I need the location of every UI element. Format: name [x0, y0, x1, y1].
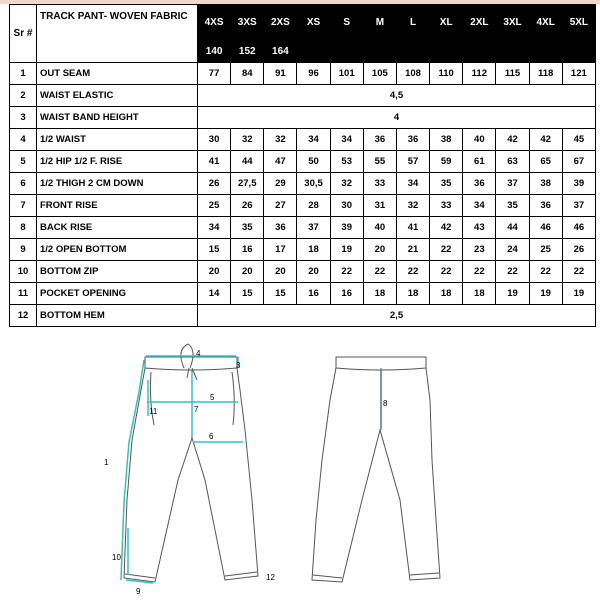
measurement-value: 16 — [297, 283, 330, 305]
row-number: 12 — [10, 305, 37, 327]
measurement-value: 38 — [529, 173, 562, 195]
callout-10: 10 — [112, 553, 121, 562]
alt-size-header — [562, 40, 595, 63]
row-number: 6 — [10, 173, 37, 195]
measurement-value: 34 — [330, 129, 363, 151]
measurement-value: 47 — [264, 151, 297, 173]
alt-size-header — [496, 40, 529, 63]
measurement-value: 36 — [363, 129, 396, 151]
measurement-value: 46 — [562, 217, 595, 239]
measurement-value: 15 — [264, 283, 297, 305]
measurement-value: 35 — [430, 173, 463, 195]
measurement-name: 1/2 OPEN BOTTOM — [37, 239, 198, 261]
measurement-value-all-sizes: 2,5 — [198, 305, 596, 327]
measurement-value: 22 — [496, 261, 529, 283]
measurement-value: 17 — [264, 239, 297, 261]
measurement-value: 28 — [297, 195, 330, 217]
measurement-value: 40 — [463, 129, 496, 151]
alt-size-header — [396, 40, 429, 63]
size-header: L — [396, 5, 429, 40]
measurement-value: 22 — [430, 261, 463, 283]
alt-size-header — [430, 40, 463, 63]
measurement-name: POCKET OPENING — [37, 283, 198, 305]
measurement-value: 18 — [396, 283, 429, 305]
measure-lines — [121, 356, 381, 583]
size-header: 4XL — [529, 5, 562, 40]
size-header: M — [363, 5, 396, 40]
measurement-name: OUT SEAM — [37, 63, 198, 85]
measurement-name: 1/2 THIGH 2 CM DOWN — [37, 173, 198, 195]
measurement-value: 108 — [396, 63, 429, 85]
measurement-value: 32 — [396, 195, 429, 217]
row-number: 4 — [10, 129, 37, 151]
measurement-value: 37 — [562, 195, 595, 217]
table-row — [10, 239, 596, 261]
row-number: 5 — [10, 151, 37, 173]
measurement-value-all-sizes: 4 — [198, 107, 596, 129]
measurement-value: 22 — [562, 261, 595, 283]
front-pocket-right — [232, 372, 234, 425]
measurement-value: 35 — [231, 217, 264, 239]
alt-size-header: 140 — [198, 40, 231, 63]
measurement-value: 24 — [496, 239, 529, 261]
table-row — [10, 283, 596, 305]
measurement-value: 31 — [363, 195, 396, 217]
measurement-value: 18 — [430, 283, 463, 305]
measurement-value: 35 — [496, 195, 529, 217]
measurement-value: 42 — [496, 129, 529, 151]
row-number: 8 — [10, 217, 37, 239]
measurement-value: 23 — [463, 239, 496, 261]
measurement-value: 20 — [297, 261, 330, 283]
measurement-value: 21 — [396, 239, 429, 261]
measurement-value: 26 — [562, 239, 595, 261]
row-number: 11 — [10, 283, 37, 305]
row-number: 3 — [10, 107, 37, 129]
measurement-value: 44 — [231, 151, 264, 173]
measurement-value: 20 — [264, 261, 297, 283]
alt-size-header — [529, 40, 562, 63]
measurement-value: 22 — [463, 261, 496, 283]
measurement-value: 41 — [198, 151, 231, 173]
callout-1: 1 — [104, 458, 109, 467]
table-row — [10, 129, 596, 151]
measurement-value: 36 — [463, 173, 496, 195]
front-hem-left — [125, 574, 155, 578]
front-pocket-left — [150, 372, 154, 425]
measurement-value: 20 — [363, 239, 396, 261]
measurement-value: 46 — [529, 217, 562, 239]
measurement-value: 15 — [198, 239, 231, 261]
measurement-value: 34 — [297, 129, 330, 151]
measurement-value: 33 — [363, 173, 396, 195]
front-pant-outline — [124, 368, 258, 582]
measurement-name: BACK RISE — [37, 217, 198, 239]
measurement-name: 1/2 WAIST — [37, 129, 198, 151]
measurement-value: 19 — [562, 283, 595, 305]
callout-8: 8 — [383, 399, 388, 408]
table-row — [10, 173, 596, 195]
measurement-value: 14 — [198, 283, 231, 305]
size-header: S — [330, 5, 363, 40]
measurement-value: 30,5 — [297, 173, 330, 195]
back-hem-left — [313, 575, 342, 578]
measurement-value: 18 — [363, 283, 396, 305]
measurement-value: 112 — [463, 63, 496, 85]
measurement-value: 59 — [430, 151, 463, 173]
measurement-value: 36 — [529, 195, 562, 217]
callout-9: 9 — [136, 587, 141, 596]
size-header: 2XL — [463, 5, 496, 40]
measurement-value: 32 — [231, 129, 264, 151]
measurement-value: 77 — [198, 63, 231, 85]
measurement-name: BOTTOM HEM — [37, 305, 198, 327]
measurement-value: 36 — [396, 129, 429, 151]
measurement-value: 22 — [396, 261, 429, 283]
measurement-value: 20 — [231, 261, 264, 283]
measurement-value: 34 — [198, 217, 231, 239]
measurement-value: 37 — [297, 217, 330, 239]
measurement-value: 55 — [363, 151, 396, 173]
measurement-value: 39 — [562, 173, 595, 195]
measurement-value: 42 — [430, 217, 463, 239]
measurement-value: 40 — [363, 217, 396, 239]
measurement-value: 26 — [198, 173, 231, 195]
size-header: 2XS — [264, 5, 297, 40]
back-view-drawing — [312, 357, 440, 582]
back-hem-right — [410, 573, 439, 575]
row-number: 7 — [10, 195, 37, 217]
measurement-value: 20 — [198, 261, 231, 283]
measurement-value: 16 — [330, 283, 363, 305]
measurement-value: 37 — [496, 173, 529, 195]
measurement-value: 27,5 — [231, 173, 264, 195]
callout-6: 6 — [209, 432, 214, 441]
callout-11: 11 — [149, 407, 158, 416]
pant-technical-drawings — [0, 330, 600, 600]
table-row — [10, 217, 596, 239]
measurement-value: 25 — [529, 239, 562, 261]
measurement-value: 65 — [529, 151, 562, 173]
measurement-value: 27 — [264, 195, 297, 217]
measurement-value: 22 — [430, 239, 463, 261]
measurement-value: 105 — [363, 63, 396, 85]
size-header: 5XL — [562, 5, 595, 40]
alt-size-header: 152 — [231, 40, 264, 63]
back-pant-outline — [312, 368, 440, 582]
measurement-value: 19 — [529, 283, 562, 305]
measurement-value: 22 — [330, 261, 363, 283]
measurement-name: BOTTOM ZIP — [37, 261, 198, 283]
size-header: XS — [297, 5, 330, 40]
callout-5: 5 — [210, 393, 215, 402]
measurement-name: 1/2 HIP 1/2 F. RISE — [37, 151, 198, 173]
callout-12: 12 — [266, 573, 275, 582]
measurement-value: 50 — [297, 151, 330, 173]
measurement-value-all-sizes: 4,5 — [198, 85, 596, 107]
measurement-value: 36 — [264, 217, 297, 239]
measurement-value: 43 — [463, 217, 496, 239]
measurement-value: 18 — [297, 239, 330, 261]
measurement-value: 118 — [529, 63, 562, 85]
measurement-value: 19 — [330, 239, 363, 261]
size-header: 3XS — [231, 5, 264, 40]
measurement-value: 67 — [562, 151, 595, 173]
front-waistband — [145, 357, 237, 370]
alt-size-header — [363, 40, 396, 63]
measurement-value: 26 — [231, 195, 264, 217]
measurement-value: 57 — [396, 151, 429, 173]
measurement-value: 34 — [396, 173, 429, 195]
table-row — [10, 85, 596, 107]
alt-size-header — [297, 40, 330, 63]
measurement-value: 96 — [297, 63, 330, 85]
alt-size-header — [330, 40, 363, 63]
measurement-value: 32 — [330, 173, 363, 195]
callout-3: 3 — [236, 361, 241, 370]
measurement-value: 19 — [496, 283, 529, 305]
measurement-value: 121 — [562, 63, 595, 85]
measurement-value: 110 — [430, 63, 463, 85]
sr-header: Sr # — [10, 5, 37, 63]
row-number: 1 — [10, 63, 37, 85]
front-hem-right — [225, 572, 257, 576]
measurement-name: WAIST ELASTIC — [37, 85, 198, 107]
measurement-value: 115 — [496, 63, 529, 85]
callout-4: 4 — [196, 349, 201, 358]
size-header: XL — [430, 5, 463, 40]
measurement-value: 16 — [231, 239, 264, 261]
row-number: 2 — [10, 85, 37, 107]
front-drawcord — [181, 344, 197, 380]
measurement-value: 33 — [430, 195, 463, 217]
measurement-value: 15 — [231, 283, 264, 305]
table-title: TRACK PANT- WOVEN FABRIC — [37, 5, 198, 63]
alt-size-header — [463, 40, 496, 63]
table-row — [10, 63, 596, 85]
measurement-value: 22 — [363, 261, 396, 283]
measurement-value: 30 — [330, 195, 363, 217]
measurement-value: 63 — [496, 151, 529, 173]
measurement-value: 25 — [198, 195, 231, 217]
size-header-row — [10, 5, 596, 40]
measurement-value: 29 — [264, 173, 297, 195]
measurement-value: 34 — [463, 195, 496, 217]
measurement-value: 32 — [264, 129, 297, 151]
spec-table-body — [10, 63, 596, 327]
measurement-value: 45 — [562, 129, 595, 151]
measurement-name: FRONT RISE — [37, 195, 198, 217]
callout-7: 7 — [194, 405, 199, 414]
size-spec-table — [9, 4, 596, 327]
measurement-value: 42 — [529, 129, 562, 151]
measurement-value: 22 — [529, 261, 562, 283]
alt-size-header: 164 — [264, 40, 297, 63]
size-header: 4XS — [198, 5, 231, 40]
measurement-value: 41 — [396, 217, 429, 239]
measurement-value: 61 — [463, 151, 496, 173]
measurement-value: 91 — [264, 63, 297, 85]
measurement-value: 101 — [330, 63, 363, 85]
measurement-value: 39 — [330, 217, 363, 239]
row-number: 10 — [10, 261, 37, 283]
row-number: 9 — [10, 239, 37, 261]
table-row — [10, 151, 596, 173]
measurement-value: 18 — [463, 283, 496, 305]
table-row — [10, 305, 596, 327]
measurement-value: 84 — [231, 63, 264, 85]
measurement-value: 53 — [330, 151, 363, 173]
measurement-value: 38 — [430, 129, 463, 151]
measurement-value: 44 — [496, 217, 529, 239]
table-row — [10, 195, 596, 217]
front-view-drawing — [124, 344, 258, 582]
table-row — [10, 261, 596, 283]
measurement-name: WAIST BAND HEIGHT — [37, 107, 198, 129]
size-header: 3XL — [496, 5, 529, 40]
measurement-value: 30 — [198, 129, 231, 151]
table-row — [10, 107, 596, 129]
